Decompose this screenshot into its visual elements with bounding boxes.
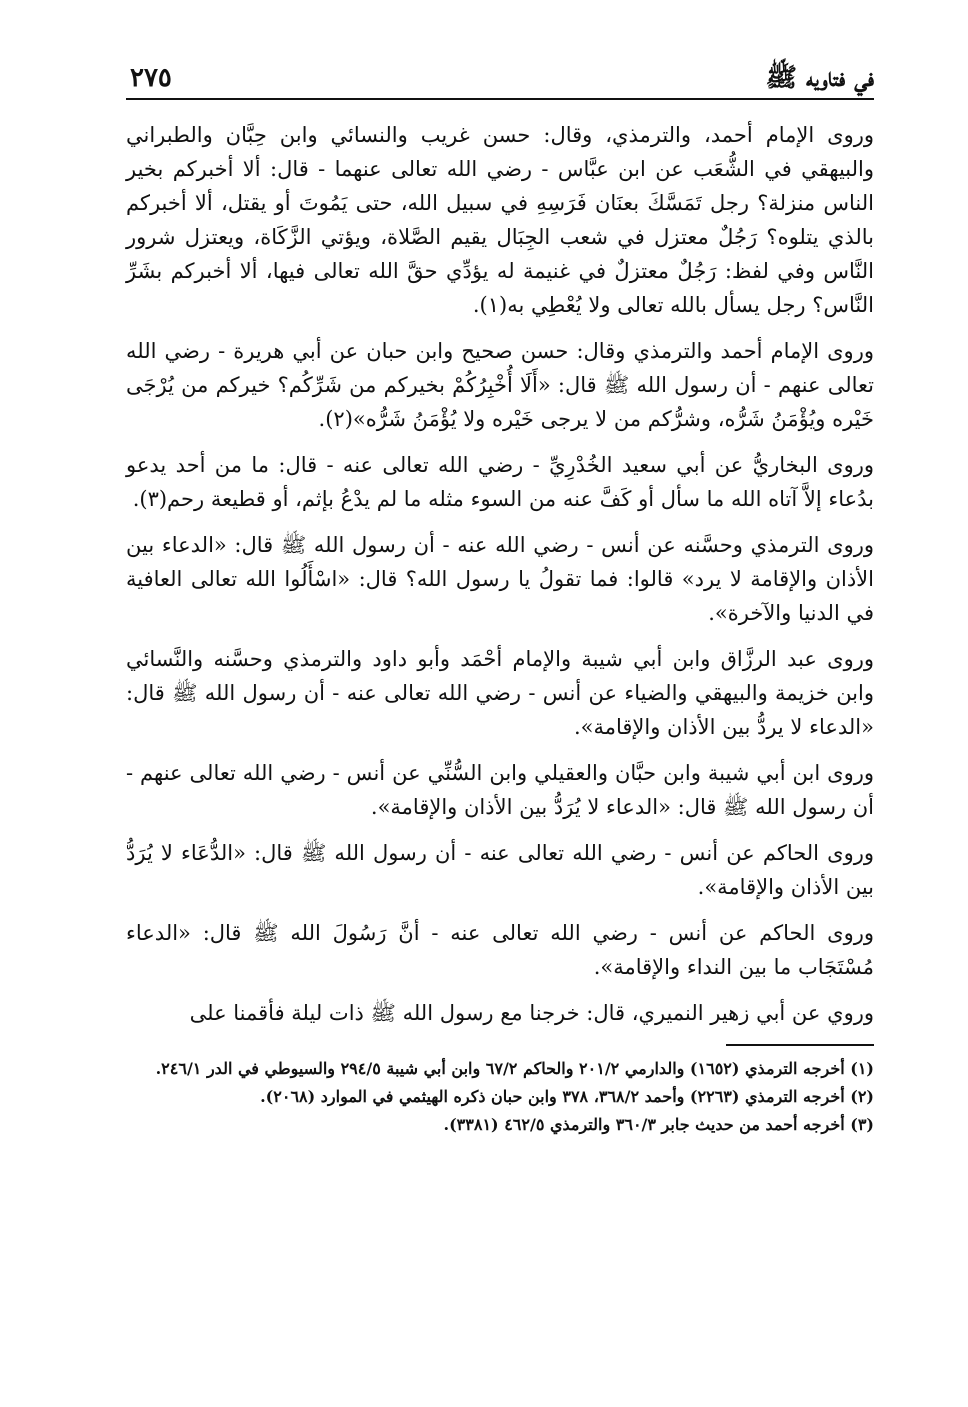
footnotes [126,1056,874,1138]
running-title: في فتاويه ﷺ [765,63,874,93]
paragraph-5: وروى عبد الرزَّاق وابن أبي شيبة والإمام أحْمَد وأبو داود والترمذي وحسَّنه والنَّسائي وابن خزيمة والبيهقي والضياء عن أنس - رضي الله تعالى عنه - أن رسول الله ﷺ قال: «الدعاء لا يردُّ بين الأذان والإقامة». [126,647,874,739]
body-text [126,118,874,1030]
page-number: ٢٧٥ [130,63,172,93]
footnote-divider [726,1044,874,1046]
footnote-2: (٢) أخرجه الترمذي (٢٢٦٣) وأحمد ٣٦٨/٢، ٣٧٨ وابن حبان ذكره الهيثمي في الموارد (٢٠٦٨). [260,1087,874,1106]
footnote-3: (٣) أخرجه أحمد من حديث جابر ٣٦٠/٣ والترمذي ٤٦٢/٥ (٣٣٨١). [443,1115,874,1134]
footnote-1: (١) أخرجه الترمذي (١٦٥٢) والدارمي ٢٠١/٢ والحاكم ٦٧/٢ وابن أبي شيبة ٢٩٤/٥ والسيوطي في الدر ٢٤٦/١. [155,1059,874,1078]
paragraph-4: وروى الترمذي وحسَّنه عن أنس - رضي الله عنه - أن رسول الله ﷺ قال: «الدعاء بين الأذان والإقامة لا يرد» قالوا: فما تقولُ يا رسول الله؟ قال: «اسْأَلُوا الله تعالى العافية في الدنيا والآخرة». [126,533,874,625]
paragraph-2: وروى الإمام أحمد والترمذي وقال: حسن صحيح وابن حبان عن أبي هريرة - رضي الله تعالى عنهم - أن رسول الله ﷺ قال: «أَلَا أُخْبِرُكُمْ بخيركم من شَرِّكُم؟ خيركم من يُرْجَى خَيْره ويُؤْمَنُ شَرُّه، وشرُّكم من لا يرجى خَيْره ولا يُؤْمَنُ شَرُّه»(٢). [126,339,874,431]
book-page [126,58,874,1358]
page-header [126,58,874,100]
paragraph-6: وروى ابن أبي شيبة وابن حبَّان والعقيلي وابن السُّنِّي عن أنس - رضي الله تعالى عنهم - أن رسول الله ﷺ قال: «الدعاء لا يُرَدُّ بين الأذان والإقامة». [126,761,874,819]
paragraph-3: وروى البخاريُّ عن أبي سعيد الخُدْرِيِّ - رضي الله تعالى عنه - قال: ما من أحد يدعو بدُعاء إلاَّ آتاه الله ما سأل أو كَفَّ عنه من السوء مثله ما لم يدْعُ بإثم، أو قطيعة رحم(٣). [126,453,874,511]
paragraph-9: وروي عن أبي زهير النميري، قال: خرجنا مع رسول الله ﷺ ذات ليلة فأقمنا على [189,1001,874,1025]
paragraph-8: وروى الحاكم عن أنس - رضي الله تعالى عنه - أنَّ رَسُولَ الله ﷺ قال: «الدعاء مُسْتَجَاب ما بين النداء والإقامة». [126,921,874,979]
paragraph-1: وروى الإمام أحمد، والترمذي، وقال: حسن غريب والنسائي وابن حِبَّان والطبراني والبيهقي في الشُّعَب عن ابن عبَّاس - رضي الله تعالى عنهما - قال: ألا أخبركم بخير الناس منزلة؟ رجل تَمَسَّكَ بعنَان فَرَسِهِ في سبيل الله، حتى يَمُوتَ أو يقتل، ألا أخبركم بالذي يتلوه؟ رَجُلٌ معتزل في شعب الجِبَال يقيم الصَّلاة، ويؤتي الزَّكَاة، ويعتزل شرور النَّاس وفي لفظ: رَجُلٌ معتزلٌ في غنيمة له يؤدِّي حقَّ الله تعالى فيها، ألا أخبركم بشَرِّ النَّاس؟ رجل يسأل بالله تعالى ولا يُعْطِي به(١). [126,123,874,317]
paragraph-7: وروى الحاكم عن أنس - رضي الله تعالى عنه - أن رسول الله ﷺ قال: «الدُّعَاء لا يُرَدُّ بين الأذان والإقامة». [126,841,874,899]
